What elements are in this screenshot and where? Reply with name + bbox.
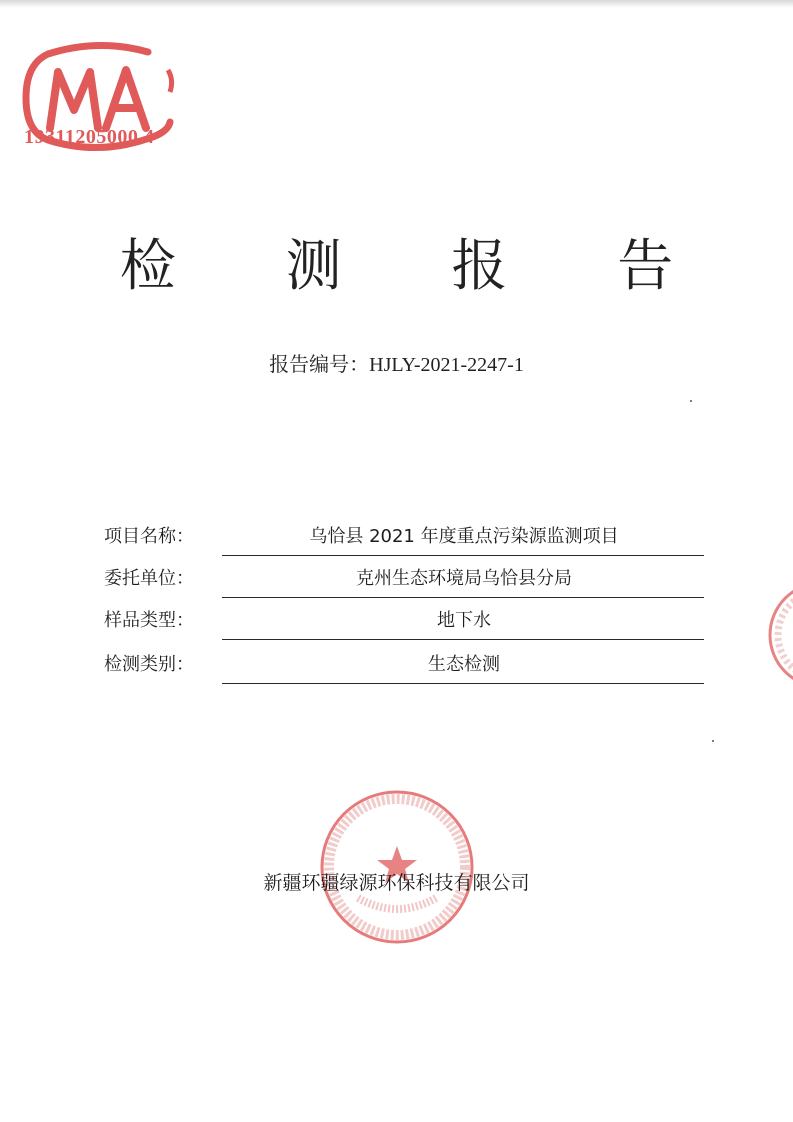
field-sample-type [104,604,704,640]
field-test-category [104,648,704,684]
report-title: 检 测 报 告 [119,234,720,299]
report-number-label: 报告编号： [269,352,370,376]
company-seal-icon [318,788,476,946]
scan-speck [712,740,714,742]
field-client [104,562,704,598]
company-name: 新疆环疆绿源环保科技有限公司 [263,872,530,894]
field-label: 委托单位： [104,568,194,589]
field-value: 地下水 [437,610,491,631]
field-label: 样品类型： [104,610,194,631]
field-label: 检测类别： [104,654,194,675]
field-underline [222,555,704,557]
report-number [0,348,793,377]
scan-speck [690,400,692,402]
scan-edge [0,0,793,8]
report-number-value: HJLY-2021-2247-1 [369,354,524,376]
edge-seal-icon [762,575,793,695]
field-value: 乌恰县 2021 年度重点污染源监测项目 [309,526,619,547]
field-underline [222,597,704,599]
field-value: 克州生态环境局乌恰县分局 [356,568,572,589]
field-project-name [104,520,704,556]
field-value: 生态检测 [428,654,500,675]
field-label: 项目名称： [104,526,194,547]
field-underline [222,683,704,685]
certification-number: 19311205000 4 [24,126,155,148]
field-underline [222,639,704,641]
